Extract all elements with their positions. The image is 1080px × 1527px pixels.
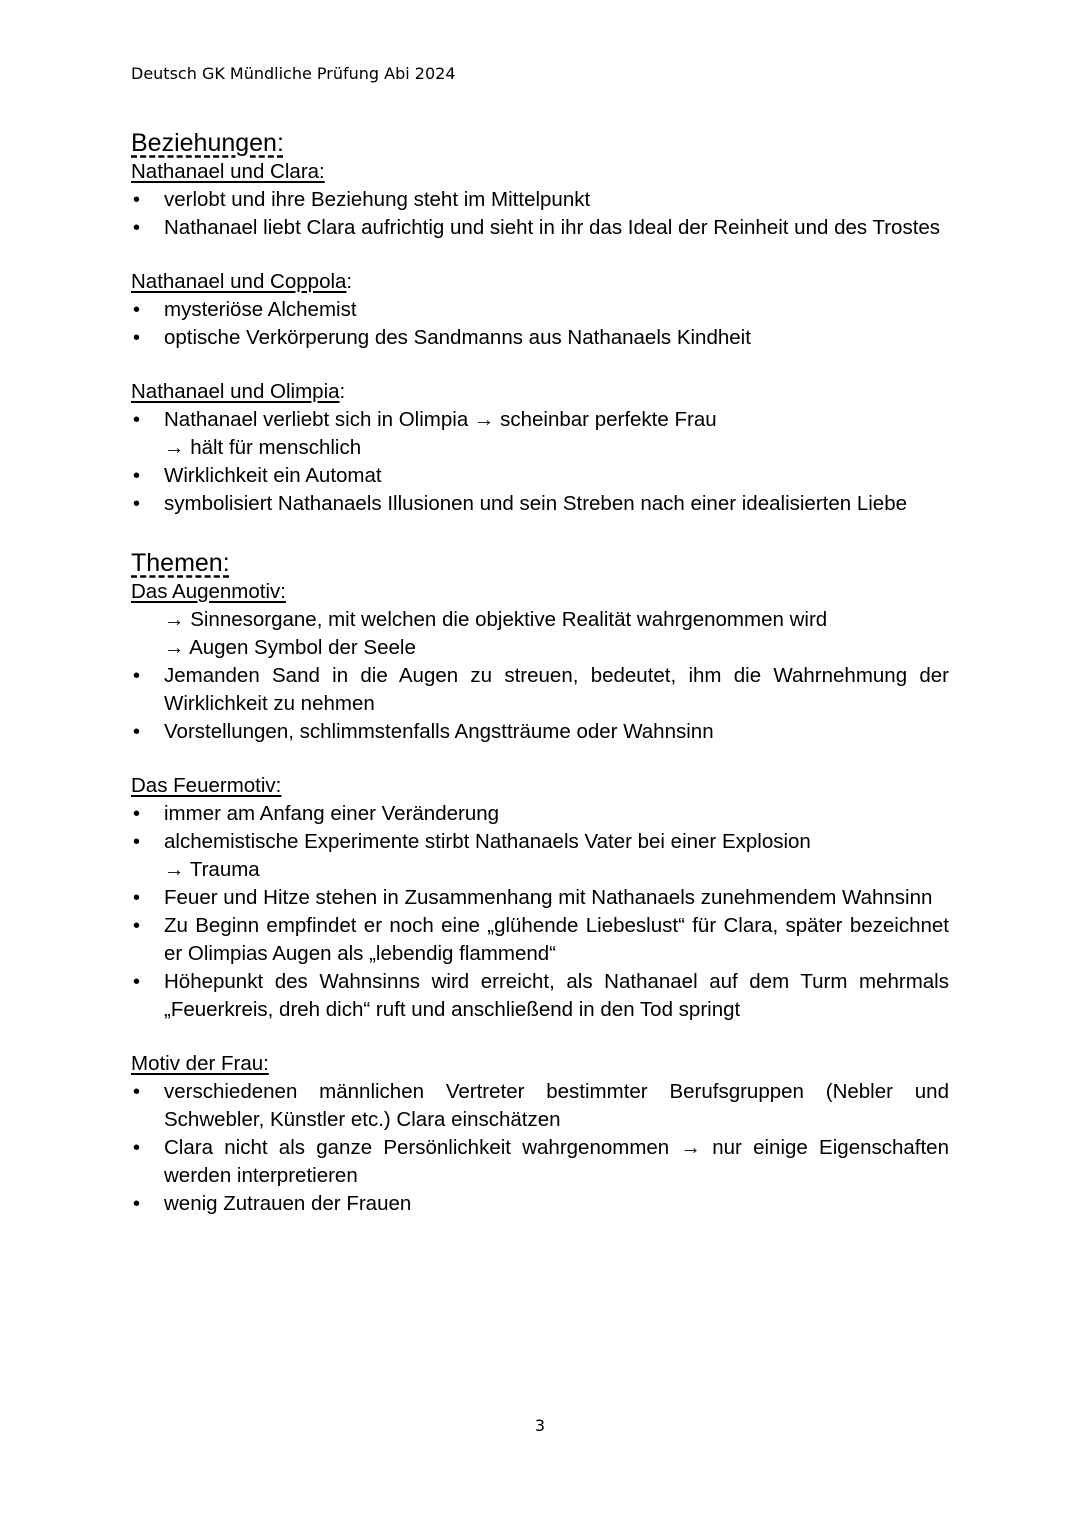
list-item: • alchemistische Experimente stirbt Nathanaels Vater bei einer Explosion — [131, 828, 949, 856]
list-item: • Nathanael verliebt sich in Olimpia → scheinbar perfekte Frau — [131, 406, 949, 434]
subsection-title-colon: : — [346, 270, 353, 293]
page-number: 3 — [534, 1416, 546, 1435]
list-item: • Nathanael liebt Clara aufrichtig und sieht in ihr das Ideal der Reinheit und des Trostes — [131, 214, 949, 242]
list-item: • Wirklichkeit ein Automat — [131, 462, 949, 490]
bullet-list-augenmotiv — [131, 606, 949, 746]
list-item: • verschiedenen männlichen Vertreter bestimmter Berufsgruppen (Nebler und Schwebler, Künstler etc.) Clara einschätzen — [131, 1078, 949, 1134]
list-item: • verlobt und ihre Beziehung steht im Mittelpunkt — [131, 186, 949, 214]
subsection-title-feuermotiv: Das Feuermotiv: — [131, 774, 282, 797]
subsection-title-text: Nathanael und Coppola — [131, 270, 347, 293]
section-title-beziehungen: Beziehungen: — [131, 129, 284, 157]
bullet-list-feuermotiv — [131, 800, 949, 1024]
subsection-title-text: Nathanael und Olimpia — [131, 380, 340, 403]
list-item-continuation: → Trauma — [164, 858, 260, 881]
subsection-title-nathanael-olimpia — [131, 378, 949, 406]
bullet-list-motiv-der-frau — [131, 1078, 949, 1218]
list-item: • Jemanden Sand in die Augen zu streuen, bedeutet, ihm die Wahrnehmung der Wirklichkeit zu nehmen — [131, 662, 949, 718]
subsection-title-colon: : — [339, 380, 346, 403]
list-item: • Zu Beginn empfindet er noch eine „glühende Liebeslust“ für Clara, später bezeichnet er Olimpias Augen als „lebendig flammend“ — [131, 912, 949, 968]
subsection-title-nathanael-coppola — [131, 268, 949, 296]
bullet-list-nathanael-coppola — [131, 296, 949, 352]
list-item: • Vorstellungen, schlimmstenfalls Angstträume oder Wahnsinn — [131, 718, 949, 746]
list-item: • symbolisiert Nathanaels Illusionen und sein Streben nach einer idealisierten Liebe — [131, 490, 949, 518]
subsection-title-nathanael-clara: Nathanael und Clara: — [131, 160, 325, 183]
list-item: • wenig Zutrauen der Frauen — [131, 1190, 949, 1218]
list-item: • Clara nicht als ganze Persönlichkeit wahrgenommen → nur einige Eigenschaften werden interpretieren — [131, 1134, 949, 1190]
list-item: • mysteriöse Alchemist — [131, 296, 949, 324]
page-header: Deutsch GK Mündliche Prüfung Abi 2024 — [131, 64, 456, 83]
document-body — [131, 128, 949, 1218]
list-item-continuation: → Sinnesorgane, mit welchen die objektive Realität wahrgenommen wird — [164, 608, 828, 631]
list-item: • Feuer und Hitze stehen in Zusammenhang mit Nathanaels zunehmendem Wahnsinn — [131, 884, 949, 912]
list-item: • immer am Anfang einer Veränderung — [131, 800, 949, 828]
bullet-list-nathanael-olimpia — [131, 406, 949, 518]
list-item: • optische Verkörperung des Sandmanns aus Nathanaels Kindheit — [131, 324, 949, 352]
list-item-continuation: → hält für menschlich — [164, 436, 362, 459]
bullet-list-nathanael-clara — [131, 186, 949, 242]
subsection-title-motiv-der-frau: Motiv der Frau: — [131, 1052, 269, 1075]
subsection-title-augenmotiv: Das Augenmotiv: — [131, 580, 286, 603]
list-item: • Höhepunkt des Wahnsinns wird erreicht, als Nathanael auf dem Turm mehrmals „Feuerkreis, dreh dich“ ruft und anschließend in den Tod springt — [131, 968, 949, 1024]
list-item-continuation: → Augen Symbol der Seele — [164, 636, 416, 659]
section-title-themen: Themen: — [131, 549, 230, 577]
